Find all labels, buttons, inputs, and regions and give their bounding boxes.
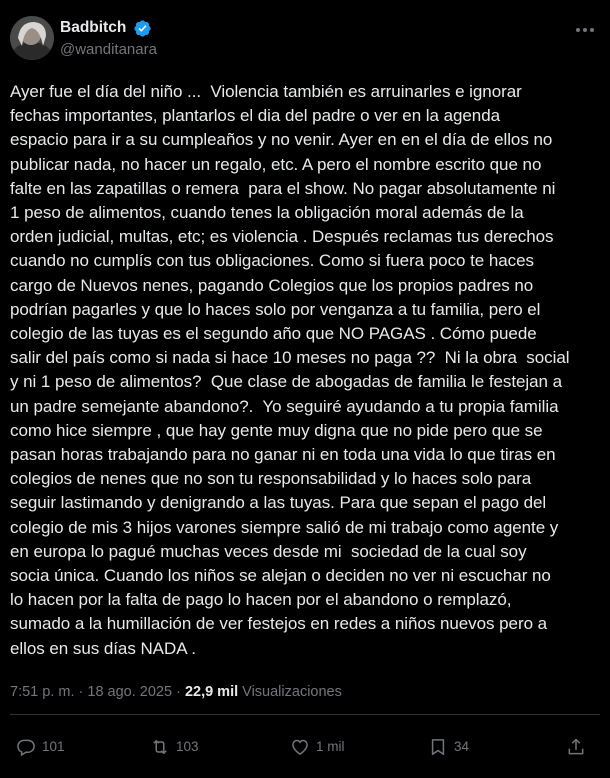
post-text-line: falte en las zapatillas o remera para el show. No pagar absolutamente ni (10, 178, 556, 198)
post-text-line: colegios de nenes que no son tu responsabilidad y lo haces solo para (10, 469, 532, 489)
share-button[interactable] (566, 736, 586, 758)
reply-button[interactable] (16, 736, 65, 758)
like-button[interactable] (290, 736, 345, 758)
like-icon (290, 737, 310, 757)
post-text (10, 80, 602, 661)
bookmark-count: 34 (454, 739, 470, 754)
post-text-line: en europa lo pagué muchas veces desde mi sociedad de la cual soy (10, 541, 527, 561)
post-text-line: 1 peso de alimentos, cuando tenes la obligación moral además de la (10, 203, 524, 223)
post-text-line: salir del país como si nada si hace 10 meses no paga ?? Ni la obra social (10, 348, 570, 368)
repost-button[interactable] (150, 736, 199, 758)
post-text-line: un padre semejante abandono?. Yo seguiré ayudando a tu propia familia (10, 396, 559, 416)
post-text-line: fechas importantes, plantarlos el dia del padre o ver en la agenda (10, 106, 501, 126)
reply-icon (16, 737, 36, 757)
post-text-line: lo hacen por la falta de pago lo hacen por el abandono o remplazó, (10, 590, 512, 610)
post-text-line: pasan horas trabajando para no ganar ni en toda una vida lo que tiras en (10, 445, 556, 465)
post-text-line: socia única. Cuando los niños se alejan o deciden no ver ni escuchar no (10, 566, 551, 586)
views-label: Visualizaciones (242, 684, 342, 700)
post-text-line: cargo de Nuevos nenes, pagando Colegios que los propios padres no (10, 275, 534, 295)
more-options-icon[interactable] (572, 20, 598, 40)
reply-count: 101 (42, 739, 65, 754)
like-count: 1 mil (316, 739, 345, 754)
post-text-line: colegio de las tuyas es el segundo año que NO PAGAS . Cómo puede (10, 324, 537, 344)
meta-separator: · (74, 684, 88, 700)
post-text-line: seguir lastimando y denigrando a las tuyas. Para que sepan el pago del (10, 493, 547, 513)
repost-count: 103 (176, 739, 199, 754)
views-count: 22,9 mil (184, 684, 239, 700)
post-text-line: sumado a la humillación de ver festejos en redes a niños nuevos pero a (10, 614, 548, 634)
divider (10, 714, 600, 715)
post-text-line: publicar nada, no hacer un regalo, etc. A pero el nombre escrito que no (10, 154, 542, 174)
bookmark-button[interactable] (428, 736, 469, 758)
post-time[interactable]: 7:51 p. m. (10, 684, 75, 700)
post-meta (10, 682, 342, 702)
verified-badge-icon (133, 19, 152, 38)
author-handle[interactable]: @wanditanara (60, 41, 157, 58)
post-text-line: cuando no cumplís con tus obligaciones. Como si fuera poco te haces (10, 251, 534, 271)
post-date[interactable]: 18 ago. 2025 (87, 684, 173, 700)
post-text-line: espacio para ir a su cumpleaños y no venir. Ayer en en el día de ellos no (10, 130, 553, 150)
post-text-line: podrían pagarles y que lo haces solo por venganza a tu familia, pero el (10, 299, 541, 319)
author-avatar[interactable] (10, 16, 54, 60)
post-text-line: Ayer fue el día del niño ... Violencia también es arruinarles e ignorar (10, 82, 522, 101)
share-icon (566, 737, 586, 757)
post-text-line: y ni 1 peso de alimentos? Que clase de abogadas de familia le festejan a (10, 372, 563, 392)
post-text-line: orden judicial, multas, etc; es violencia . Después reclamas tus derechos (10, 227, 554, 247)
bookmark-icon (428, 737, 448, 757)
repost-icon (150, 737, 170, 757)
post-text-line: colegio de mis 3 hijos varones siempre salió de mi trabajo como agente y (10, 517, 559, 537)
post-text-line: ellos en sus días NADA . (10, 638, 196, 658)
meta-separator-2: · (172, 684, 185, 700)
author-display-name[interactable]: Badbitch (60, 19, 127, 36)
post-text-line: como hice siempre , que hay gente muy digna que no pide pero que se (10, 420, 543, 440)
